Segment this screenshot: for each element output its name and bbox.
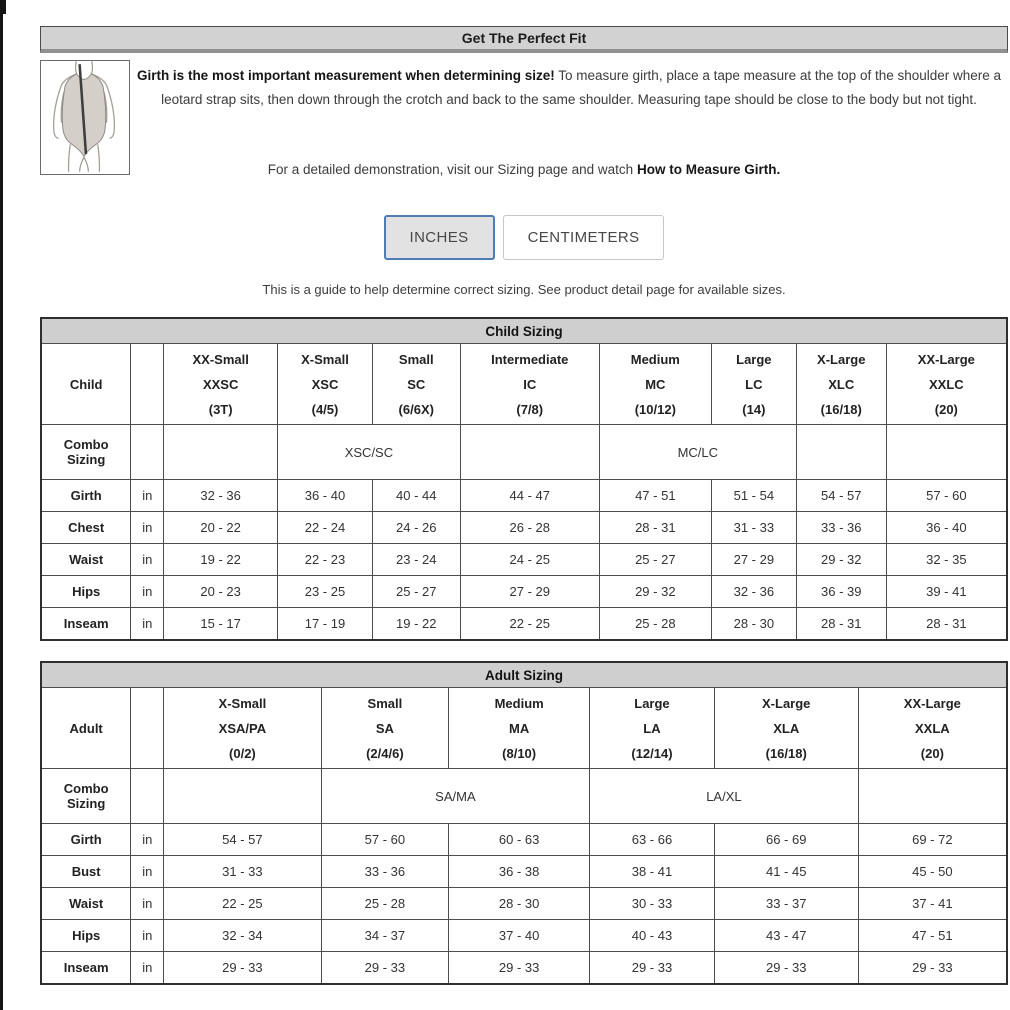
adult-hips-value: 32 - 34 xyxy=(164,920,321,952)
adult-hips-row-label: Hips xyxy=(41,920,131,952)
child-column-header-lc: Large LC (14) xyxy=(711,344,796,425)
child-girth-value: 54 - 57 xyxy=(796,480,886,512)
child-column-header-mc: Medium MC (10/12) xyxy=(599,344,711,425)
child-column-header-sc: Small SC (6/6X) xyxy=(372,344,460,425)
child-waist-row-label: Waist xyxy=(41,544,131,576)
adult-bust-unit: in xyxy=(131,856,164,888)
adult-girth-unit: in xyxy=(131,824,164,856)
girth-instructions-body: To measure girth, place a tape measure at the top of the shoulder where a leotard strap sits, then down through the crotch and back to the same shoulder. Measuring tape should be close to the body but not tight. xyxy=(161,68,1002,107)
child-girth-unit: in xyxy=(131,480,164,512)
adult-girth-value: 63 - 66 xyxy=(590,824,715,856)
child-chest-value: 28 - 31 xyxy=(599,512,711,544)
child-inseam-value: 28 - 30 xyxy=(711,608,796,641)
adult-waist-row-label: Waist xyxy=(41,888,131,920)
child-waist-value: 19 - 22 xyxy=(164,544,278,576)
adult-hips-unit: in xyxy=(131,920,164,952)
child-girth-value: 57 - 60 xyxy=(886,480,1007,512)
child-hips-row-label: Hips xyxy=(41,576,131,608)
adult-inseam-value: 29 - 33 xyxy=(858,952,1007,985)
child-chest-value: 31 - 33 xyxy=(711,512,796,544)
demo-note-text: For a detailed demonstration, visit our Sizing page and watch xyxy=(267,162,634,177)
child-hips-unit: in xyxy=(131,576,164,608)
child-inseam-value: 15 - 17 xyxy=(164,608,278,641)
girth-instructions-lead: Girth is the most important measurement when determining size! xyxy=(136,68,555,83)
child-combo-unit-cell xyxy=(131,425,164,480)
child-inseam-value: 22 - 25 xyxy=(460,608,599,641)
child-waist-value: 27 - 29 xyxy=(711,544,796,576)
child-hips-value: 27 - 29 xyxy=(460,576,599,608)
child-waist-value: 29 - 32 xyxy=(796,544,886,576)
adult-hips-value: 37 - 40 xyxy=(449,920,590,952)
adult-waist-value: 33 - 37 xyxy=(714,888,858,920)
child-chest-value: 36 - 40 xyxy=(886,512,1007,544)
adult-sizing-table xyxy=(40,661,1008,985)
child-girth-value: 32 - 36 xyxy=(164,480,278,512)
adult-unit-column-header xyxy=(131,688,164,769)
child-chest-row-label: Chest xyxy=(41,512,131,544)
child-hips-value: 25 - 27 xyxy=(372,576,460,608)
child-inseam-unit: in xyxy=(131,608,164,641)
adult-waist-unit: in xyxy=(131,888,164,920)
adult-inseam-unit: in xyxy=(131,952,164,985)
adult-combo-unit-cell xyxy=(131,769,164,824)
intro-section xyxy=(40,60,1008,175)
child-combo-xsc-sc: XSC/SC xyxy=(278,425,461,480)
adult-girth-row-label: Girth xyxy=(41,824,131,856)
child-combo-blank xyxy=(796,425,886,480)
adult-combo-la-xl: LA/XL xyxy=(590,769,859,824)
page-left-edge-notch xyxy=(0,0,6,14)
child-column-header-xxsc: XX-Small XXSC (3T) xyxy=(164,344,278,425)
page-left-edge-line xyxy=(0,0,3,1010)
child-hips-value: 32 - 36 xyxy=(711,576,796,608)
adult-combo-blank xyxy=(858,769,1007,824)
child-inseam-row-label: Inseam xyxy=(41,608,131,641)
adult-hips-value: 43 - 47 xyxy=(714,920,858,952)
child-hips-value: 23 - 25 xyxy=(278,576,373,608)
child-waist-unit: in xyxy=(131,544,164,576)
adult-inseam-value: 29 - 33 xyxy=(714,952,858,985)
child-chest-value: 26 - 28 xyxy=(460,512,599,544)
adult-inseam-value: 29 - 33 xyxy=(449,952,590,985)
adult-bust-value: 31 - 33 xyxy=(164,856,321,888)
child-combo-sizing-label: Combo Sizing xyxy=(41,425,131,480)
adult-girth-value: 66 - 69 xyxy=(714,824,858,856)
child-inseam-value: 25 - 28 xyxy=(599,608,711,641)
girth-instructions xyxy=(130,64,1008,112)
child-girth-value: 44 - 47 xyxy=(460,480,599,512)
child-chest-value: 33 - 36 xyxy=(796,512,886,544)
child-combo-mc-lc: MC/LC xyxy=(599,425,796,480)
child-chest-value: 22 - 24 xyxy=(278,512,373,544)
adult-corner-label: Adult xyxy=(41,688,131,769)
child-chest-value: 24 - 26 xyxy=(372,512,460,544)
child-combo-blank xyxy=(886,425,1007,480)
size-guide-page xyxy=(40,0,1008,985)
adult-column-header-xsa-pa: X-Small XSA/PA (0/2) xyxy=(164,688,321,769)
child-column-header-xsc: X-Small XSC (4/5) xyxy=(278,344,373,425)
adult-column-header-la: Large LA (12/14) xyxy=(590,688,715,769)
adult-waist-value: 28 - 30 xyxy=(449,888,590,920)
child-inseam-value: 28 - 31 xyxy=(796,608,886,641)
child-chest-value: 20 - 22 xyxy=(164,512,278,544)
adult-column-header-xla: X-Large XLA (16/18) xyxy=(714,688,858,769)
adult-girth-value: 54 - 57 xyxy=(164,824,321,856)
centimeters-button[interactable]: CENTIMETERS xyxy=(503,215,665,260)
child-column-header-xlc: X-Large XLC (16/18) xyxy=(796,344,886,425)
adult-column-header-sa: Small SA (2/4/6) xyxy=(321,688,449,769)
adult-waist-value: 25 - 28 xyxy=(321,888,449,920)
adult-inseam-value: 29 - 33 xyxy=(321,952,449,985)
child-girth-row-label: Girth xyxy=(41,480,131,512)
child-sizing-title: Child Sizing xyxy=(41,318,1007,344)
child-column-header-xxlc: XX-Large XXLC (20) xyxy=(886,344,1007,425)
adult-inseam-value: 29 - 33 xyxy=(164,952,321,985)
child-inseam-value: 17 - 19 xyxy=(278,608,373,641)
adult-inseam-row-label: Inseam xyxy=(41,952,131,985)
child-inseam-value: 19 - 22 xyxy=(372,608,460,641)
child-girth-value: 51 - 54 xyxy=(711,480,796,512)
adult-bust-row-label: Bust xyxy=(41,856,131,888)
adult-hips-value: 47 - 51 xyxy=(858,920,1007,952)
child-waist-value: 25 - 27 xyxy=(599,544,711,576)
child-combo-blank xyxy=(460,425,599,480)
unit-toggle xyxy=(40,215,1008,260)
adult-combo-sa-ma: SA/MA xyxy=(321,769,590,824)
adult-inseam-value: 29 - 33 xyxy=(590,952,715,985)
adult-column-header-ma: Medium MA (8/10) xyxy=(449,688,590,769)
child-waist-value: 23 - 24 xyxy=(372,544,460,576)
child-girth-value: 47 - 51 xyxy=(599,480,711,512)
adult-column-header-xxla: XX-Large XXLA (20) xyxy=(858,688,1007,769)
child-hips-value: 36 - 39 xyxy=(796,576,886,608)
child-column-header-ic: Intermediate IC (7/8) xyxy=(460,344,599,425)
adult-bust-value: 38 - 41 xyxy=(590,856,715,888)
child-hips-value: 20 - 23 xyxy=(164,576,278,608)
child-inseam-value: 28 - 31 xyxy=(886,608,1007,641)
child-sizing-table xyxy=(40,317,1008,641)
adult-combo-blank xyxy=(164,769,321,824)
adult-girth-value: 69 - 72 xyxy=(858,824,1007,856)
adult-bust-value: 45 - 50 xyxy=(858,856,1007,888)
adult-bust-value: 33 - 36 xyxy=(321,856,449,888)
leotard-illustration xyxy=(40,60,130,175)
child-hips-value: 39 - 41 xyxy=(886,576,1007,608)
adult-bust-value: 41 - 45 xyxy=(714,856,858,888)
adult-sizing-title: Adult Sizing xyxy=(41,662,1007,688)
adult-waist-value: 30 - 33 xyxy=(590,888,715,920)
child-waist-value: 24 - 25 xyxy=(460,544,599,576)
child-hips-value: 29 - 32 xyxy=(599,576,711,608)
child-girth-value: 36 - 40 xyxy=(278,480,373,512)
child-corner-label: Child xyxy=(41,344,131,425)
adult-combo-sizing-label: Combo Sizing xyxy=(41,769,131,824)
adult-girth-value: 60 - 63 xyxy=(449,824,590,856)
demo-note xyxy=(40,161,1008,179)
adult-girth-value: 57 - 60 xyxy=(321,824,449,856)
child-unit-column-header xyxy=(131,344,164,425)
inches-button[interactable]: INCHES xyxy=(384,215,495,260)
page-title: Get The Perfect Fit xyxy=(40,26,1008,53)
child-chest-unit: in xyxy=(131,512,164,544)
adult-hips-value: 34 - 37 xyxy=(321,920,449,952)
demo-note-bold: How to Measure Girth. xyxy=(636,162,781,177)
child-girth-value: 40 - 44 xyxy=(372,480,460,512)
adult-waist-value: 37 - 41 xyxy=(858,888,1007,920)
adult-hips-value: 40 - 43 xyxy=(590,920,715,952)
child-waist-value: 22 - 23 xyxy=(278,544,373,576)
adult-waist-value: 22 - 25 xyxy=(164,888,321,920)
child-combo-blank xyxy=(164,425,278,480)
girth-diagram-svg xyxy=(41,61,127,172)
child-waist-value: 32 - 35 xyxy=(886,544,1007,576)
adult-bust-value: 36 - 38 xyxy=(449,856,590,888)
guide-note: This is a guide to help determine correct sizing. See product detail page for available sizes. xyxy=(262,282,786,297)
